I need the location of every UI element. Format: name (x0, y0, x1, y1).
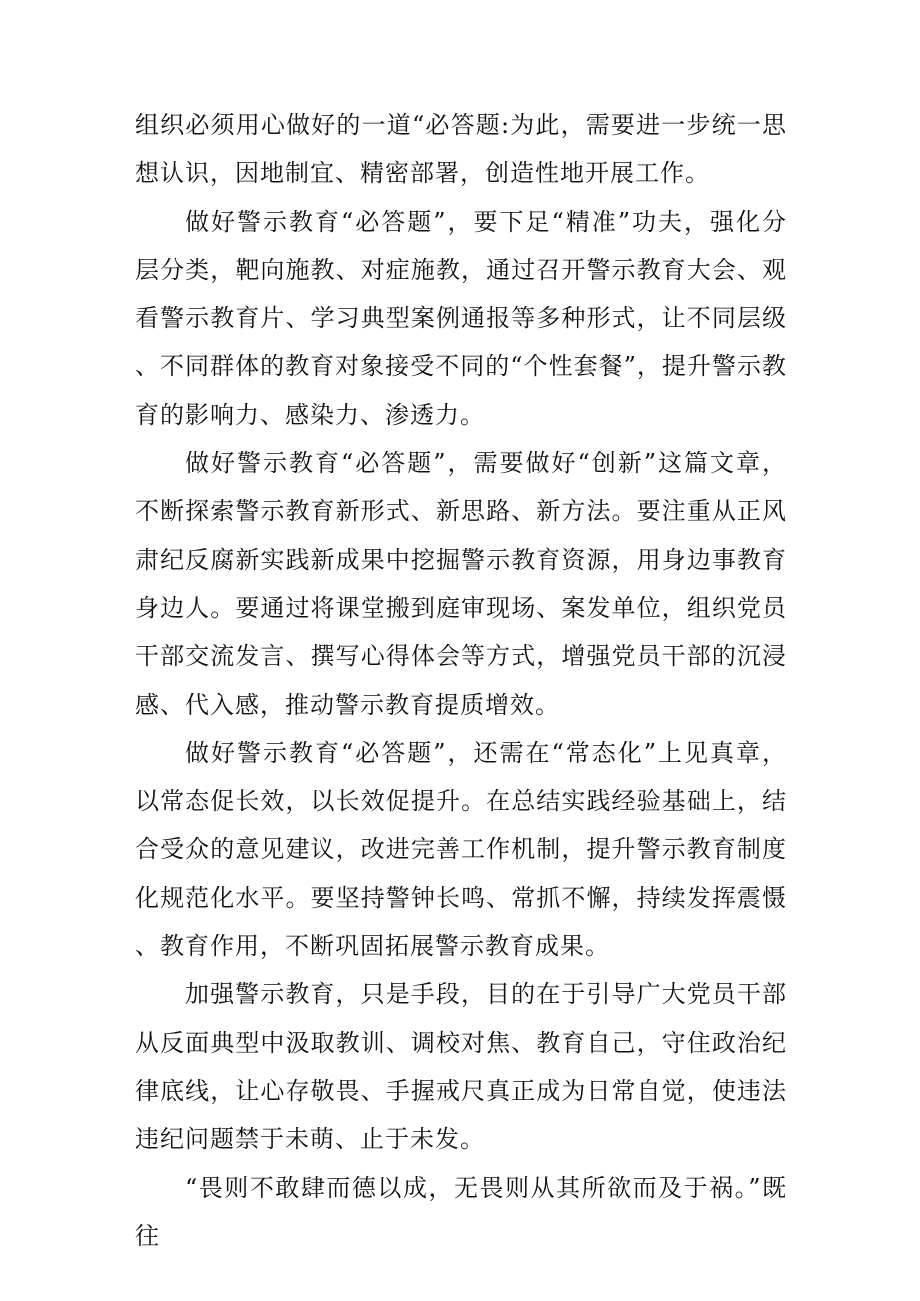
paragraph-2: 做好警示教育“必答题”，要下足“精准”功夫，强化分层分类，靶向施教、对症施教，通过召开警示教育大会、观看警示教育片、学习典型案例通报等多种形式，让不同层级、不同群体的教育对象接受不同的“个性套餐”，提升警示教育的影响力、感染力、渗透力。 (135, 207, 787, 429)
paragraph-6: “畏则不敢肆而德以成，无畏则从其所欲而及于祸。”既往 (135, 1173, 787, 1250)
paragraph-5: 加强警示教育，只是手段，目的在于引导广大党员干部从反面典型中汲取教训、调校对焦、教育自己，守住政治纪律底线，让心存敬畏、手握戒尺真正成为日常自觉，使违法违纪问题禁于未萌、止于未发。 (135, 980, 787, 1154)
paragraph-1: 组织必须用心做好的一道“必答题:为此，需要进一步统一思想认识，因地制宜、精密部署，创造性地开展工作。 (135, 111, 787, 188)
paragraph-4: 做好警示教育“必答题”，还需在“常态化”上见真章，以常态促长效，以长效促提升。在总结实践经验基础上，结合受众的意见建议，改进完善工作机制，提升警示教育制度化规范化水平。要坚持警钟长鸣、常抓不懈，持续发挥震慑、教育作用，不断巩固拓展警示教育成果。 (135, 738, 787, 961)
document-body (135, 101, 787, 1260)
paragraph-3: 做好警示教育“必答题”，需要做好“创新”这篇文章，不断探索警示教育新形式、新思路、新方法。要注重从正风肃纪反腐新实践新成果中挖掘警示教育资源，用身边事教育身边人。要通过将课堂搬到庭审现场、案发单位，组织党员干部交流发言、撰写心得体会等方式，增强党员干部的沉浸感、代入感，推动警示教育提质增效。 (135, 449, 787, 719)
